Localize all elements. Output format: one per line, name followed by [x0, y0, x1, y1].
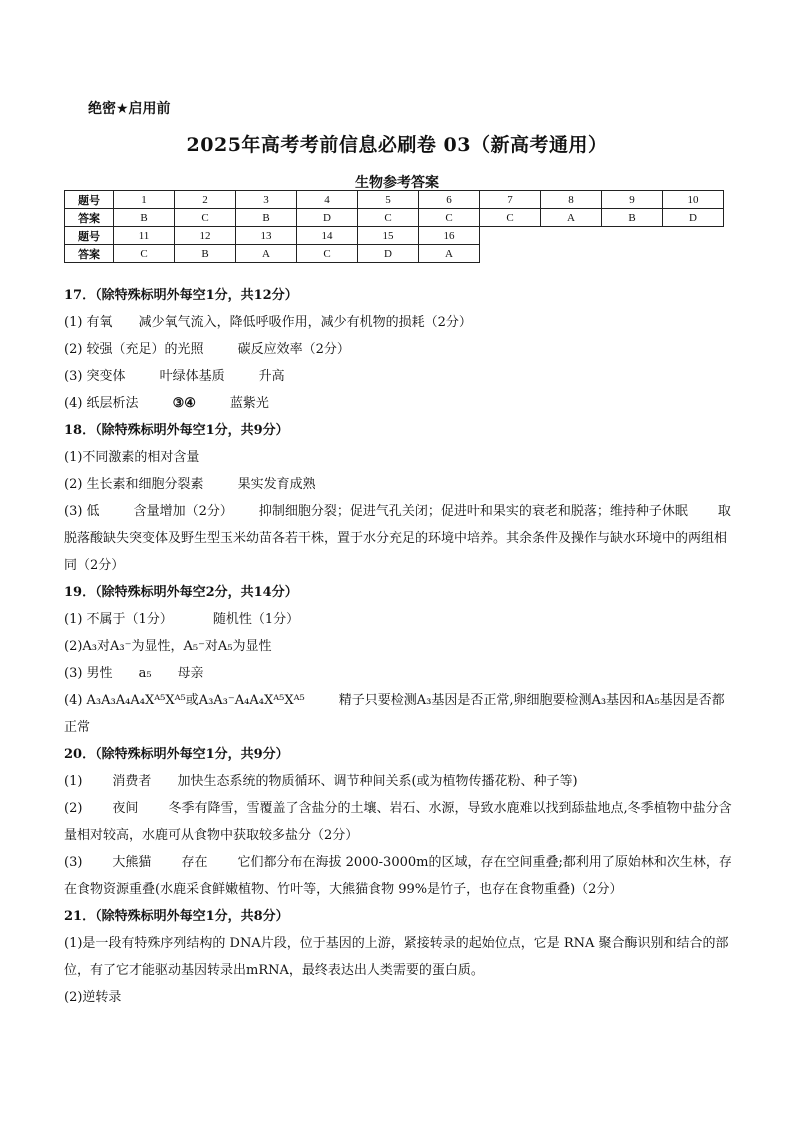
table-cell: C — [175, 209, 236, 227]
answer-text: a₅ — [138, 666, 152, 681]
answer-text: 消费者 — [112, 774, 152, 789]
table-cell: B — [236, 209, 297, 227]
answer-text: (4) A₃A₃A₄A₄Xᴬ⁵Xᴬ⁵或A₃A₃⁻A₄A₄Xᴬ⁵Xᴬ⁵ — [64, 693, 305, 708]
table-cell: D — [663, 209, 724, 227]
confidential-mark: 绝密★启用前 — [88, 101, 171, 117]
table-row — [65, 227, 724, 245]
table-cell: C — [419, 209, 480, 227]
table-cell: 1 — [114, 191, 175, 209]
answer-text: 升高 — [258, 369, 285, 384]
answer-paragraph — [64, 795, 732, 849]
answer-text: 果实发育成熟 — [237, 477, 316, 492]
answer-text: 它们都分布在海拔 2000-3000m的区域，存在空间重叠;都利用了原始林和次生林，存在食物资源重叠(水鹿采食鲜嫩植物、竹叶等，大熊猫食物 99%是竹子，也存在食物重叠)（2分） — [64, 855, 732, 897]
answer-text: 随机性（1分） — [212, 612, 300, 627]
page-title: 2025年高考考前信息必刷卷 03（新高考通用） — [186, 134, 608, 156]
table-cell: 15 — [358, 227, 419, 245]
row-label-question: 题号 — [65, 227, 114, 245]
table-cell: C — [114, 245, 175, 263]
answer-text: 加快生态系统的物质循环、调节种间关系(或为植物传播花粉、种子等) — [177, 774, 578, 789]
page-subtitle: 生物参考答案 — [355, 175, 439, 191]
answer-paragraph — [64, 849, 732, 903]
table-cell: 14 — [297, 227, 358, 245]
table-cell: 6 — [419, 191, 480, 209]
answer-text: 冬季有降雪，雪覆盖了含盐分的土壤、岩石、水源，导致水鹿难以找到舔盐地点,冬季植物中盐分含量相对较高，水鹿可从食物中获取较多盐分（2分） — [64, 801, 732, 843]
table-cell: D — [358, 245, 419, 263]
answer-line — [64, 768, 732, 795]
answer-text: (1) 有氧 — [64, 315, 113, 330]
row-label-question: 题号 — [65, 191, 114, 209]
answer-line — [64, 390, 732, 417]
answer-text: ③④ — [172, 396, 196, 411]
answer-text: (3) — [64, 855, 83, 870]
question-heading-20: 20．（除特殊标明外每空1分，共9分） — [64, 747, 289, 762]
answer-paragraph — [64, 498, 732, 579]
table-cell: 7 — [480, 191, 541, 209]
answer-line: (2)逆转录 — [64, 990, 122, 1005]
table-row — [65, 191, 724, 209]
answer-text: (1) — [64, 774, 83, 789]
answer-text: 母亲 — [177, 666, 204, 681]
table-cell: 2 — [175, 191, 236, 209]
answer-line — [64, 660, 732, 687]
table-cell: B — [602, 209, 663, 227]
answer-text: 精子只要检测A₃基因是否正常,卵细胞要检测A₃基因和A₅基因是否都正常 — [64, 693, 725, 735]
answer-paragraph — [64, 687, 732, 741]
answer-line — [64, 309, 732, 336]
answer-paragraph: (1)是一段有特殊序列结构的 DNA片段，位于基因的上游，紧接转录的起始位点，它是 RNA 聚合酶识别和结合的部位，有了它才能驱动基因转录出mRNA，最终表达出人类需要的蛋白质。 — [64, 936, 729, 978]
question-heading-17: 17．（除特殊标明外每空1分，共12分） — [64, 288, 298, 303]
table-row — [65, 209, 724, 227]
answer-line — [64, 606, 732, 633]
row-label-answer: 答案 — [65, 209, 114, 227]
table-cell: B — [114, 209, 175, 227]
table-cell: A — [419, 245, 480, 263]
answer-content — [64, 282, 732, 1011]
answer-line — [64, 471, 732, 498]
table-cell: 9 — [602, 191, 663, 209]
table-cell: 8 — [541, 191, 602, 209]
table-cell: 11 — [114, 227, 175, 245]
table-cell: C — [358, 209, 419, 227]
answer-text: 大熊猫 — [112, 855, 152, 870]
answer-line: (1)不同激素的相对含量 — [64, 450, 200, 465]
answer-text: 蓝紫光 — [229, 396, 269, 411]
answer-text: (2) 生长素和细胞分裂素 — [64, 477, 204, 492]
answer-line — [64, 363, 732, 390]
answer-text: (2) 较强（充足）的光照 — [64, 342, 204, 357]
answer-table — [64, 190, 724, 263]
answer-text: 夜间 — [112, 801, 139, 816]
table-cell: B — [175, 245, 236, 263]
table-cell: D — [297, 209, 358, 227]
table-cell: A — [541, 209, 602, 227]
table-cell: 12 — [175, 227, 236, 245]
answer-text: (3) 男性 — [64, 666, 113, 681]
answer-text: 碳反应效率（2分） — [237, 342, 350, 357]
answer-text: 取脱落酸缺失突变体及野生型玉米幼苗各若干株，置于水分充足的环境中培养。其余条件及操作与缺水环境中的两组相同（2分） — [64, 504, 731, 573]
question-heading-19: 19．（除特殊标明外每空2分，共14分） — [64, 585, 298, 600]
answer-text: (3) 突变体 — [64, 369, 126, 384]
question-heading-18: 18．（除特殊标明外每空1分，共9分） — [64, 423, 289, 438]
answer-text: 抑制细胞分裂；促进气孔关闭；促进叶和果实的衰老和脱落；维持种子休眠 — [258, 504, 688, 519]
answer-line: (2)A₃对A₃⁻为显性，A₅⁻对A₅为显性 — [64, 639, 272, 654]
table-cell: 4 — [297, 191, 358, 209]
table-cell: 3 — [236, 191, 297, 209]
answer-text: 减少氧气流入，降低呼吸作用，减少有机物的损耗（2分） — [138, 315, 472, 330]
answer-text: (1) 不属于（1分） — [64, 612, 173, 627]
answer-text: 叶绿体基质 — [159, 369, 225, 384]
answer-text: 含量增加（2分） — [133, 504, 233, 519]
table-cell: 10 — [663, 191, 724, 209]
answer-text: (3) 低 — [64, 504, 100, 519]
question-heading-21: 21．（除特殊标明外每空1分，共8分） — [64, 909, 289, 924]
answer-text: (2) — [64, 801, 83, 816]
table-cell: 13 — [236, 227, 297, 245]
table-cell: C — [297, 245, 358, 263]
table-row — [65, 245, 724, 263]
table-cell: 16 — [419, 227, 480, 245]
answer-line — [64, 336, 732, 363]
answer-text: 存在 — [181, 855, 208, 870]
answer-text: (4) 纸层析法 — [64, 396, 139, 411]
table-cell: A — [236, 245, 297, 263]
table-cell: 5 — [358, 191, 419, 209]
table-cell: C — [480, 209, 541, 227]
row-label-answer: 答案 — [65, 245, 114, 263]
